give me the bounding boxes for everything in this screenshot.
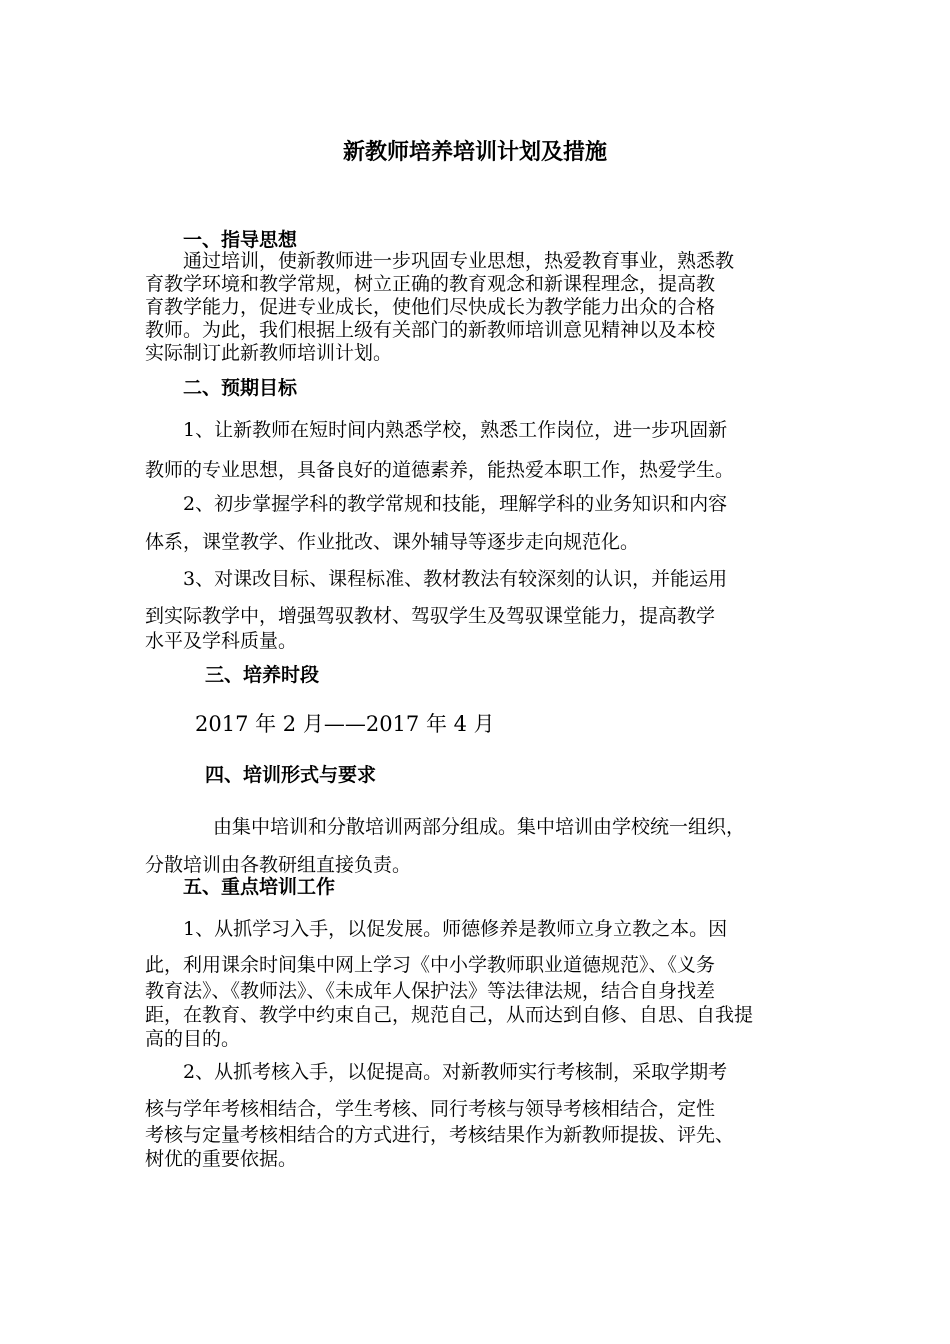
paragraph-line: 3、对课改目标、课程标准、教材教法有较深刻的认识，并能运用 (183, 568, 728, 590)
paragraph-line: 体系，课堂教学、作业批改、课外辅导等逐步走向规范化。 (145, 531, 640, 553)
paragraph-line: 2、初步掌握学科的教学常规和技能，理解学科的业务知识和内容 (183, 493, 728, 515)
paragraph-line: 此，利用课余时间集中网上学习《中小学教师职业道德规范》、《义务 (145, 954, 716, 976)
paragraph-line: 到实际教学中，增强驾驭教材、驾驭学生及驾驭课堂能力，提高教学 (145, 605, 716, 627)
paragraph-line: 育教学能力，促进专业成长，使他们尽快成长为教学能力出众的合格 (145, 296, 716, 318)
paragraph-line: 距，在教育、教学中约束自己，规范自己，从而达到自修、自思、自我提 (145, 1004, 754, 1026)
training-period-text: 2017 年 2 月——2017 年 4 月 (195, 712, 495, 736)
section-heading-training-form: 四、培训形式与要求 (205, 764, 377, 786)
paragraph-line: 2、从抓考核入手，以促提高。对新教师实行考核制，采取学期考 (183, 1061, 728, 1083)
paragraph-line: 教师的专业思想，具备良好的道德素养，能热爱本职工作，热爱学生。 (145, 459, 735, 481)
paragraph-line: 树优的重要依据。 (145, 1148, 298, 1170)
document-title: 新教师培养培训计划及措施 (342, 139, 607, 165)
paragraph-line: 考核与定量考核相结合的方式进行，考核结果作为新教师提拔、评先、 (145, 1124, 735, 1146)
paragraph-line: 由集中培训和分散培训两部分组成。集中培训由学校统一组织， (213, 816, 746, 838)
goal-item-1 (145, 410, 820, 490)
paragraph-line: 通过培训，使新教师进一步巩固专业思想，热爱教育事业，熟悉教 (183, 250, 735, 272)
paragraph-line: 水平及学科质量。 (145, 630, 298, 652)
section-body-guiding-thought (145, 250, 820, 365)
paragraph-line: 教育法》、《教师法》、《未成年人保护法》等法律法规，结合自身找差 (145, 980, 716, 1002)
paragraph-line: 1、从抓学习入手，以促发展。师德修养是教师立身立教之本。因 (183, 918, 728, 940)
paragraph-line: 教师。为此，我们根据上级有关部门的新教师培训意见精神以及本校 (145, 319, 716, 341)
paragraph-line: 高的目的。 (145, 1028, 241, 1050)
goal-item-2 (145, 485, 820, 561)
section-heading-training-period: 三、培养时段 (205, 664, 320, 686)
section-heading-guiding-thought: 一、指导思想 (183, 229, 298, 251)
section-heading-expected-goals: 二、预期目标 (183, 377, 298, 399)
goal-item-3 (145, 560, 820, 653)
key-work-item-1 (145, 910, 820, 1051)
paragraph-line: 分散培训由各教研组直接负责。 (145, 854, 412, 876)
paragraph-line: 1、让新教师在短时间内熟悉学校，熟悉工作岗位，进一步巩固新 (183, 419, 728, 441)
paragraph-line: 核与学年考核相结合，学生考核、同行考核与领导考核相结合，定性 (145, 1098, 716, 1120)
key-work-item-2 (145, 1055, 820, 1171)
paragraph-line: 实际制订此新教师培训计划。 (145, 342, 393, 364)
paragraph-line: 育教学环境和教学常规，树立正确的教育观念和新课程理念，提高教 (145, 273, 716, 295)
section-heading-key-work: 五、重点培训工作 (183, 876, 336, 898)
